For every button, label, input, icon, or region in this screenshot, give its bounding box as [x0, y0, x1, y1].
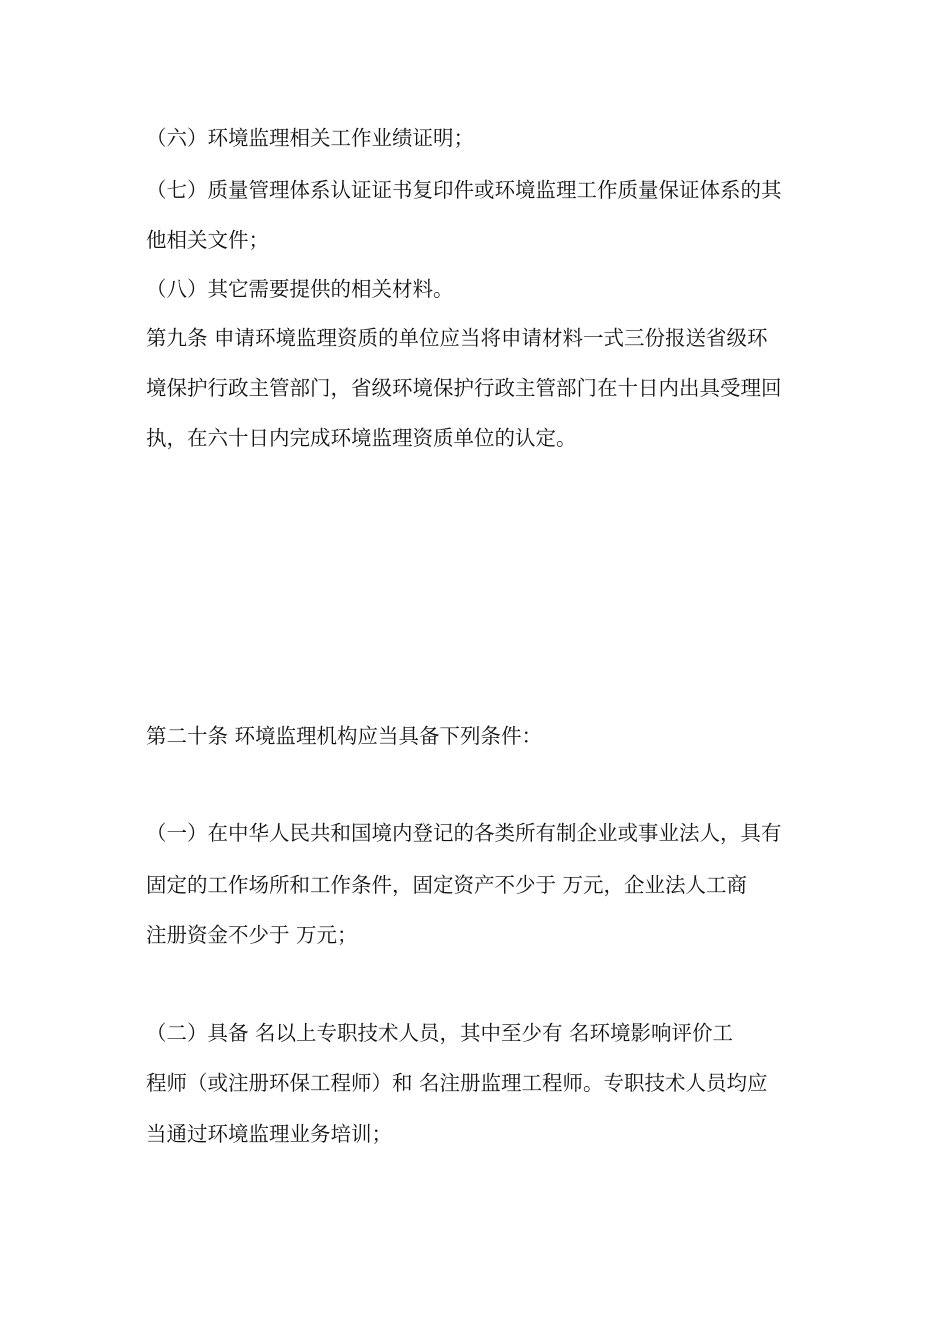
- text-line: （六）环境监理相关工作业绩证明；: [146, 126, 474, 150]
- text-line: 执，在六十日内完成环境监理资质单位的认定。: [146, 426, 577, 450]
- text-line: 固定的工作场所和工作条件，固定资产不少于 万元，企业法人工商: [146, 873, 748, 897]
- text-line: （二）具备 名以上专职技术人员，其中至少有 名环境影响评价工: [146, 1021, 734, 1045]
- text-line: 境保护行政主管部门，省级环境保护行政主管部门在十日内出具受理回: [146, 376, 782, 400]
- text-line: 程师（或注册环保工程师）和 名注册监理工程师。专职技术人员均应: [146, 1071, 768, 1095]
- text-line: 他相关文件；: [146, 228, 269, 252]
- text-line: 注册资金不少于 万元；: [146, 923, 358, 947]
- text-line: （七）质量管理体系认证证书复印件或环境监理工作质量保证体系的其: [146, 178, 782, 202]
- text-line: （八）其它需要提供的相关材料。: [146, 277, 454, 301]
- section-heading: 第二十条 环境监理机构应当具备下列条件：: [146, 724, 543, 748]
- text-line: 当通过环境监理业务培训；: [146, 1122, 392, 1146]
- text-line: （一）在中华人民共和国境内登记的各类所有制企业或事业法人，具有: [146, 821, 782, 845]
- text-line: 第九条 申请环境监理资质的单位应当将申请材料一式三份报送省级环: [146, 326, 768, 350]
